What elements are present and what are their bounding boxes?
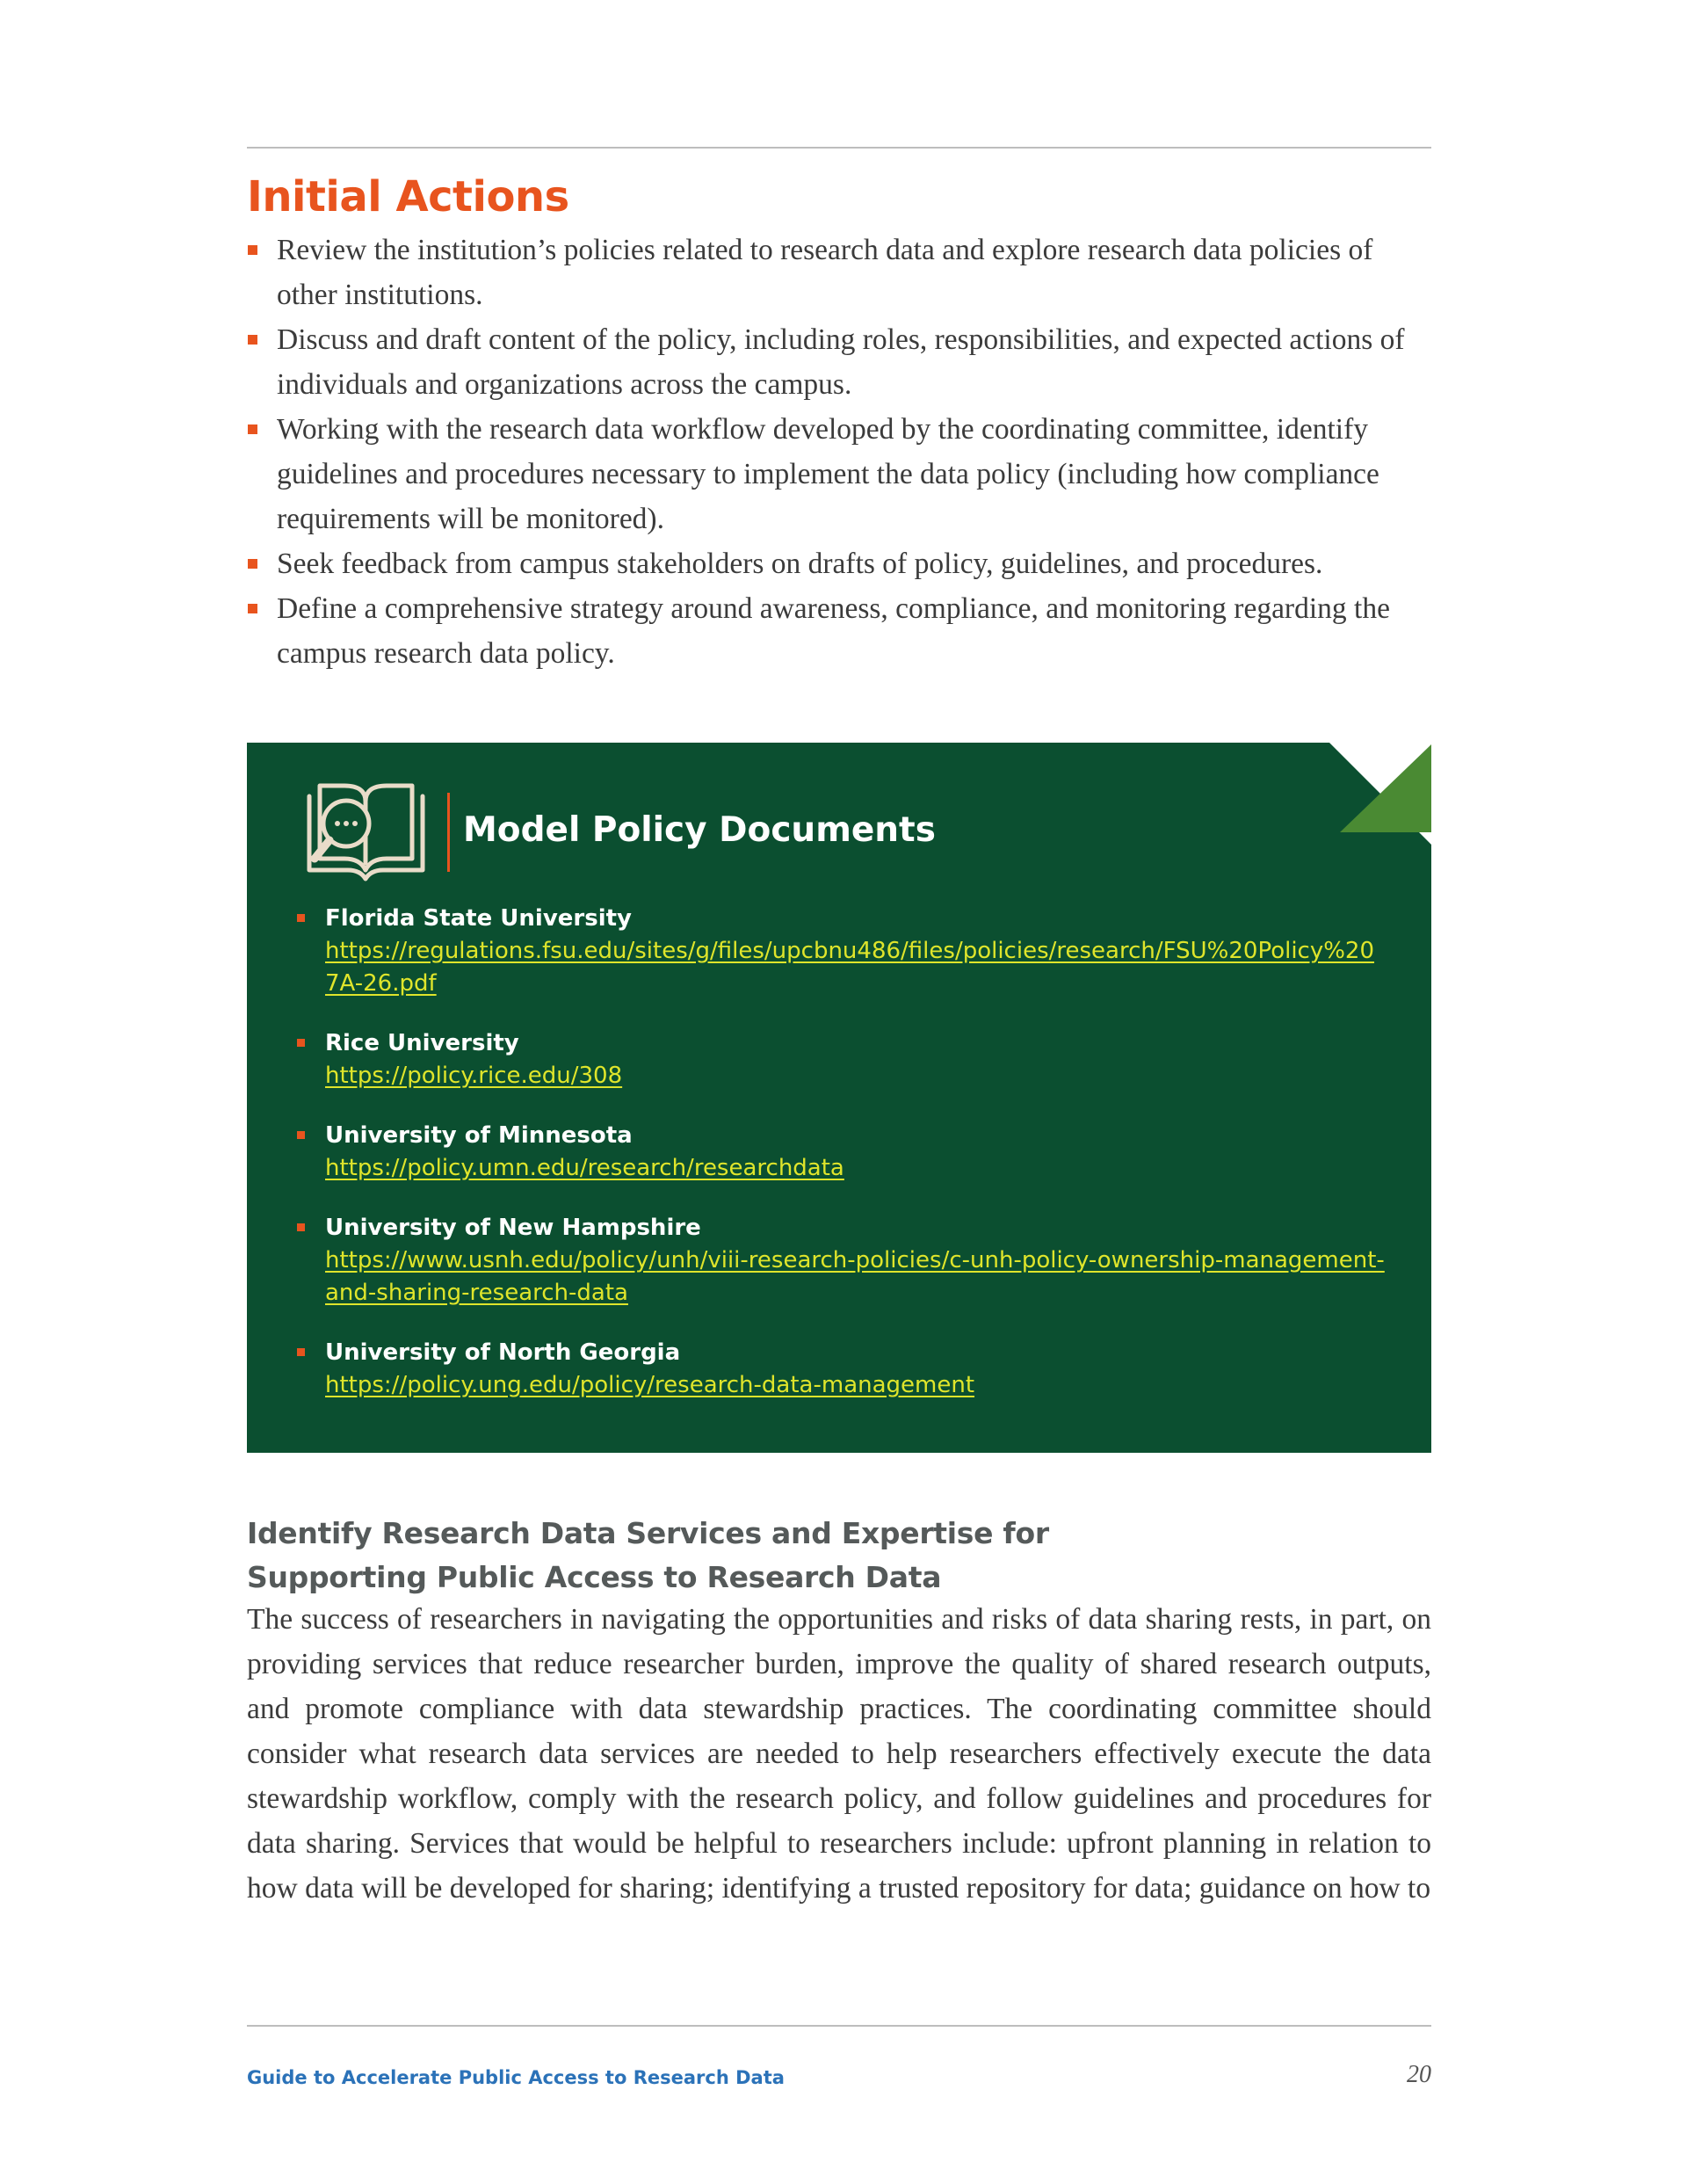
list-item <box>296 903 1386 1000</box>
callout-title: Model Policy Documents <box>463 810 936 850</box>
square-bullet-icon <box>297 1131 305 1139</box>
page-fold-icon <box>1340 744 1431 832</box>
square-bullet-icon <box>297 914 305 922</box>
university-name: University of North Georgia <box>325 1339 681 1366</box>
list-item <box>296 1337 1386 1402</box>
square-bullet-icon <box>248 604 257 613</box>
square-bullet-icon <box>248 335 257 345</box>
top-rule <box>247 147 1431 149</box>
square-bullet-icon <box>248 559 257 569</box>
list-item: Seek feedback from campus stakeholders on drafts of policy, guidelines, and procedures. <box>247 541 1433 586</box>
list-item <box>296 1027 1386 1092</box>
square-bullet-icon <box>297 1223 305 1231</box>
square-bullet-icon <box>297 1348 305 1356</box>
university-name: Rice University <box>325 1030 519 1056</box>
square-bullet-icon <box>248 424 257 434</box>
list-item: Discuss and draft content of the policy, including roles, responsibilities, and expected actions of individuals and organizations across the campus. <box>247 317 1433 407</box>
title-divider <box>447 793 450 872</box>
list-item: Review the institution’s policies related to research data and explore research data policies of other institutions. <box>247 228 1433 317</box>
policy-link[interactable]: https://regulations.fsu.edu/sites/g/files/upcbnu486/files/policies/research/FSU%20Policy%207A-26.pdf <box>325 938 1375 997</box>
section-heading-line1: Identify Research Data Services and Expertise for <box>247 1516 1049 1550</box>
footer-title: Guide to Accelerate Public Access to Research Data <box>247 2067 785 2088</box>
university-name: University of Minnesota <box>325 1122 633 1149</box>
list-item: Working with the research data workflow developed by the coordinating committee, identify guidelines and procedures necessary to implement the data policy (including how compliance requirements will be monitored). <box>247 407 1433 541</box>
initial-actions-list <box>247 228 1433 676</box>
list-item <box>296 1120 1386 1185</box>
initial-actions-title: Initial Actions <box>247 172 569 221</box>
policy-list <box>296 903 1386 1429</box>
list-item: Define a comprehensive strategy around awareness, compliance, and monitoring regarding the campus research data policy. <box>247 586 1433 676</box>
section-heading <box>247 1512 1213 1600</box>
list-item <box>296 1212 1386 1310</box>
book-search-icon <box>302 775 430 885</box>
policy-link[interactable]: https://policy.umn.edu/research/researchdata <box>325 1155 844 1181</box>
section-heading-line2: Supporting Public Access to Research Data <box>247 1560 942 1594</box>
university-name: University of New Hampshire <box>325 1215 701 1241</box>
policy-link[interactable]: https://www.usnh.edu/policy/unh/viii-research-policies/c-unh-policy-ownership-management-and-sharing-research-data <box>325 1247 1385 1306</box>
policy-link[interactable]: https://policy.ung.edu/policy/research-data-management <box>325 1372 975 1398</box>
page-number: 20 <box>1407 2061 1431 2088</box>
square-bullet-icon <box>297 1039 305 1047</box>
policy-link[interactable]: https://policy.rice.edu/308 <box>325 1063 623 1089</box>
section-body: The success of researchers in navigating the opportunities and risks of data sharing rests, in part, on providing services that reduce researcher burden, improve the quality of shared research outputs, and promote compliance with data stewardship practices. The coordinating committee should consider what research data services are needed to help researchers effectively execute the data stewardship workflow, comply with the research policy, and follow guidelines and procedures for data sharing. Services that would be helpful to researchers include: upfront planning in relation to how data will be developed for sharing; identifying a trusted repository for data; guidance on how to <box>247 1603 1431 1905</box>
university-name: Florida State University <box>325 905 632 932</box>
bottom-rule <box>247 2025 1431 2027</box>
square-bullet-icon <box>248 245 257 255</box>
